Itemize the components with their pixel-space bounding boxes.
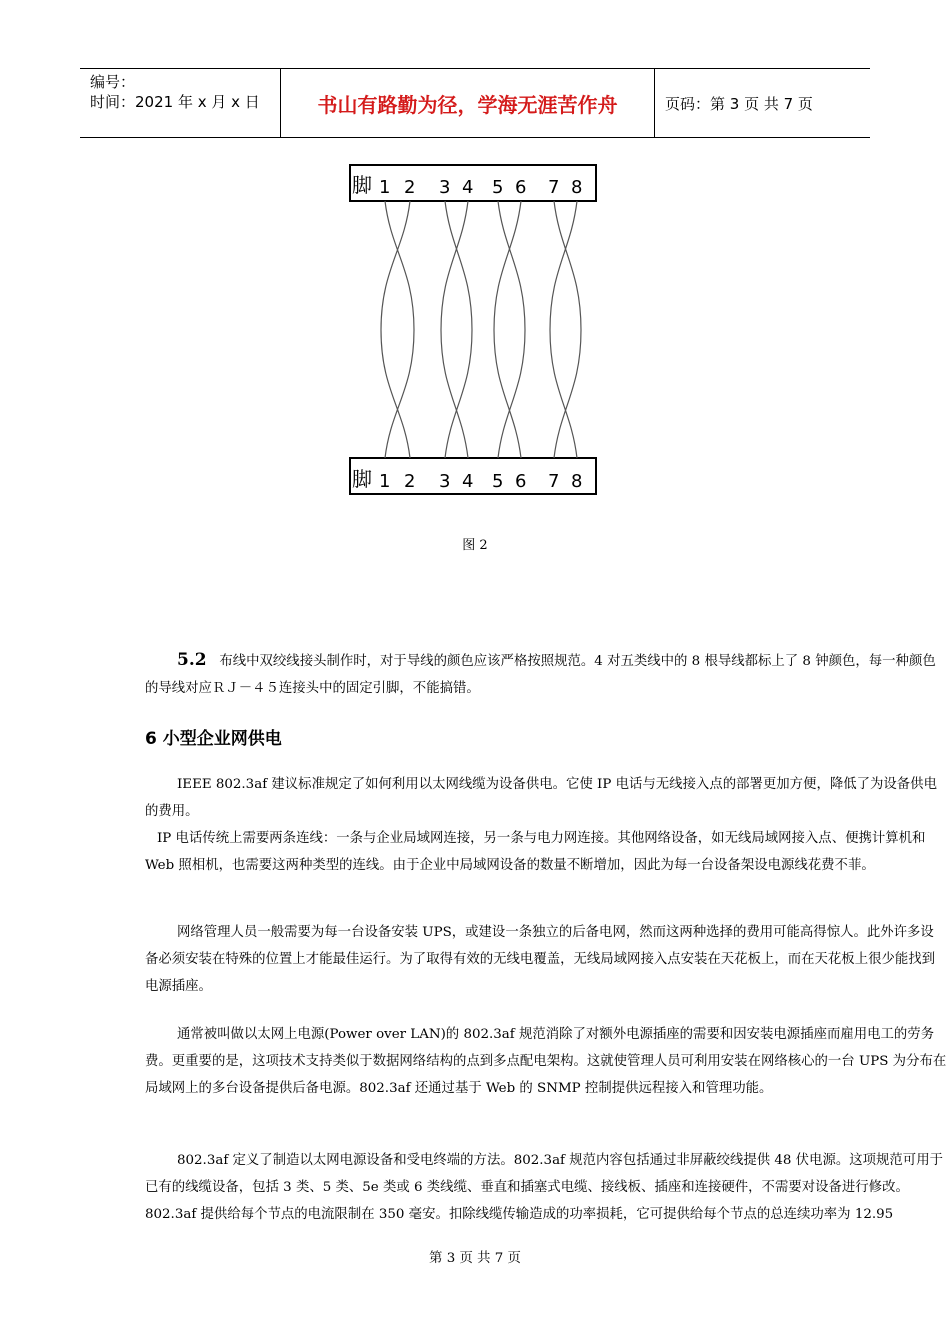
section-5-2-paragraph <box>145 647 947 702</box>
pin-label: 7 <box>548 177 560 198</box>
section-6-paragraph-3 <box>145 919 947 1000</box>
wire-strand <box>554 201 581 458</box>
wire-strand <box>498 201 525 458</box>
pin-label: 1 <box>379 177 391 198</box>
wire-strand <box>550 201 577 458</box>
connector-top-label: 脚 <box>352 173 372 197</box>
pin-label: 5 <box>492 177 504 198</box>
wire-strand <box>445 201 472 458</box>
wire-strand <box>381 201 410 458</box>
section-6-p4-text: 通常被叫做以太网上电源(Power over LAN)的 802.3af 规范消除了对额外电源插座的需要和因安装电源插座而雇用电工的劳务费。更重要的是，这项技术支持类似于数据网络结构的点到多点配电架构。这就使管理人员可利用安装在网络核心的一台 UPS 为分布在局域网上的多台设备提供后备电源。802.3af 还通过基于 Web 的 SNMP 控制提供远程接入和管理功能。 <box>145 1027 947 1096</box>
figure-caption: 图 2 <box>462 538 488 553</box>
section-6-paragraph-5 <box>145 1147 947 1228</box>
page-header <box>80 68 870 138</box>
pin-label: 5 <box>492 471 504 492</box>
header-page-label: 页码：第 3 页 共 7 页 <box>665 95 813 113</box>
section-6-heading: 6 小型企业网供电 <box>145 729 282 749</box>
pin-label: 4 <box>462 471 474 492</box>
section-5-2-text: 布线中双绞线接头制作时，对于导线的颜色应该严格按照规范。4 对五类线中的 8 根导线都标上了 8 钟颜色，每一种颜色的导线对应ＲＪ－４５连接头中的固定引脚，不能搞错。 <box>145 654 936 696</box>
header-time-label: 时间：2021 年 x 月 x 日 <box>90 93 260 111</box>
pin-label: 6 <box>515 177 527 198</box>
wire-strand <box>494 201 521 458</box>
wire-strand <box>441 201 468 458</box>
wire-strand <box>385 201 414 458</box>
section-6-paragraph-2 <box>145 825 947 879</box>
pin-label: 6 <box>515 471 527 492</box>
page-footer: 第 3 页 共 7 页 <box>429 1251 521 1266</box>
section-6-paragraph-1 <box>145 771 947 825</box>
section-6-p5-text: 802.3af 定义了制造以太网电源设备和受电终端的方法。802.3af 规范内容包括通过非屏蔽绞线提供 48 伏电源。这项规范可用于已有的线缆设备，包括 3 类、5 类、5e 类或 6 类线缆、垂直和插塞式电缆、接线板、插座和连接硬件，不需要对设备进行修改。802.3af 提供给每个节点的电流限制在 350 毫安。扣除线缆传输造成的功率损耗，它可提供给每个节点的总连续功率为 12.95 <box>145 1153 943 1222</box>
pin-label: 1 <box>379 471 391 492</box>
pin-label: 8 <box>571 177 583 198</box>
pin-label: 7 <box>548 471 560 492</box>
pin-label: 2 <box>404 471 416 492</box>
twisted-pair-diagram <box>346 160 602 500</box>
pin-label: 3 <box>439 471 451 492</box>
pin-label: 4 <box>462 177 474 198</box>
section-5-2-number: 5.2 <box>177 650 207 670</box>
section-6-p3-text: 网络管理人员一般需要为每一台设备安装 UPS，或建设一条独立的后备电网，然而这两种选择的费用可能高得惊人。此外许多设备必须安装在特殊的位置上才能最佳运行。为了取得有效的无线电覆盖，无线局域网接入点安装在天花板上，而在天花板上很少能找到电源插座。 <box>145 925 936 994</box>
connector-bottom-label: 脚 <box>352 467 372 491</box>
section-6-p2-text: IP 电话传统上需要两条连线：一条与企业局域网连接，另一条与电力网连接。其他网络设备，如无线局域网接入点、便携计算机和 Web 照相机，也需要这两种类型的连线。由于企业中局域网设备的数量不断增加，因此为每一台设备架设电源线花费不菲。 <box>145 831 926 873</box>
pin-label: 2 <box>404 177 416 198</box>
pin-label: 8 <box>571 471 583 492</box>
header-meta-cell <box>80 69 281 137</box>
pin-label: 3 <box>439 177 451 198</box>
header-number-label: 编号： <box>90 73 136 91</box>
section-6-p1-text: IEEE 802.3af 建议标准规定了如何利用以太网线缆为设备供电。它使 IP 电话与无线接入点的部署更加方便，降低了为设备供电的费用。 <box>145 777 937 819</box>
header-motto: 书山有路勤为径，学海无涯苦作舟 <box>281 69 655 137</box>
section-6-paragraph-4 <box>145 1021 947 1102</box>
